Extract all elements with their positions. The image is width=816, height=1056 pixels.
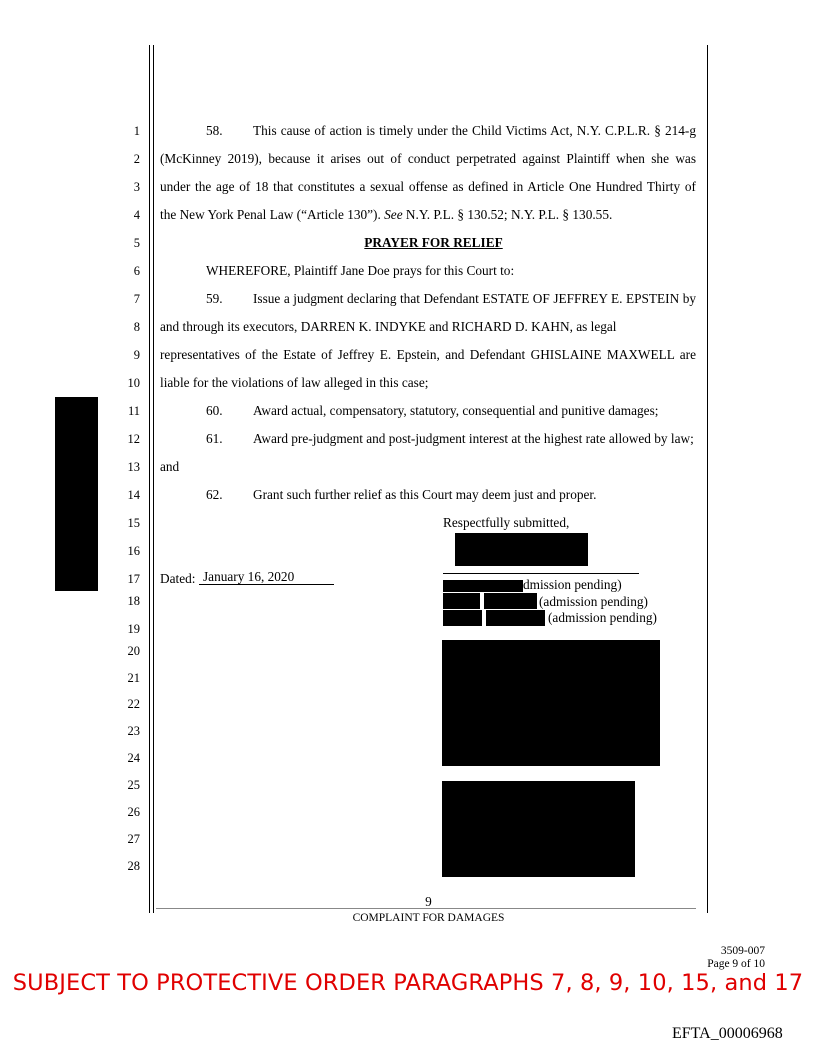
right-margin-rule	[707, 45, 708, 913]
body-line: Issue a judgment declaring that Defendant ESTATE OF JEFFREY E. EPSTEIN by	[253, 291, 696, 306]
body-line: Award pre-judgment and post-judgment interest at the highest rate allowed by law;	[253, 431, 694, 446]
body-line: representatives of the Estate of Jeffrey E. Epstein, and Defendant GHISLAINE MAXWELL are	[160, 347, 696, 362]
line-number: 28	[127, 859, 140, 873]
line-number: 18	[127, 594, 140, 608]
redaction-box	[484, 593, 537, 609]
admission-note: (admission pending)	[548, 610, 657, 625]
body-line: Award actual, compensatory, statutory, consequential and punitive damages;	[253, 403, 659, 418]
line-number: 24	[127, 751, 140, 765]
line-number: 19	[127, 622, 140, 636]
line-number: 3	[133, 180, 140, 194]
date-underline	[199, 584, 334, 585]
footer-page-number: 9	[425, 894, 432, 909]
citation-signal: See	[384, 207, 403, 222]
paragraph-number: 62.	[206, 487, 223, 502]
line-number: 17	[127, 572, 140, 586]
body-line: WHEREFORE, Plaintiff Jane Doe prays for this Court to:	[206, 263, 515, 278]
section-heading: PRAYER FOR RELIEF	[364, 235, 503, 250]
closing-text: Respectfully submitted,	[443, 515, 570, 530]
body-text: the New York Penal Law (“Article 130”).	[160, 207, 385, 222]
dated-label: Dated:	[160, 571, 196, 586]
body-line: (McKinney 2019), because it arises out of conduct perpetrated against Plaintiff when she was	[160, 151, 696, 166]
line-number: 5	[133, 236, 140, 250]
admission-note: (admission pending)	[539, 594, 648, 609]
paragraph-number: 60.	[206, 403, 223, 418]
redaction-box	[455, 533, 588, 566]
body-line: and	[160, 459, 180, 474]
page-of-count: Page 9 of 10	[707, 958, 765, 970]
protective-order-notice: SUBJECT TO PROTECTIVE ORDER PARAGRAPHS 7, 8, 9, 10, 15, and 17	[12, 970, 804, 996]
line-number: 23	[127, 724, 140, 738]
redaction-box	[55, 397, 98, 591]
line-number: 9	[133, 348, 140, 362]
line-number: 10	[127, 376, 140, 390]
paragraph-number: 58.	[206, 123, 223, 138]
document-id: 3509-007	[720, 945, 765, 957]
body-text: N.Y. P.L. § 130.52; N.Y. P.L. § 130.55.	[402, 207, 613, 222]
line-number: 22	[127, 697, 140, 711]
footer-title: COMPLAINT FOR DAMAGES	[352, 912, 505, 924]
body-line: Grant such further relief as this Court may deem just and proper.	[253, 487, 597, 502]
paragraph-number: 61.	[206, 431, 223, 446]
body-line: under the age of 18 that constitutes a sexual offense as defined in Article One Hundred Thirty of	[160, 179, 696, 194]
body-line: and through its executors, DARREN K. INDYKE and RICHARD D. KAHN, as legal	[160, 319, 617, 334]
line-number: 20	[127, 644, 140, 658]
left-margin-rule-inner	[153, 45, 154, 913]
redaction-box	[486, 610, 545, 626]
bates-number: EFTA_00006968	[672, 1025, 783, 1042]
line-number: 7	[133, 292, 140, 306]
body-line	[160, 207, 612, 223]
line-number: 13	[127, 460, 140, 474]
line-number: 4	[133, 208, 140, 222]
left-margin-rule-outer	[149, 45, 150, 913]
dated-value: January 16, 2020	[203, 569, 295, 584]
line-number: 12	[127, 432, 140, 446]
line-number: 26	[127, 805, 140, 819]
signature-line	[443, 573, 639, 574]
line-number: 16	[127, 544, 140, 558]
redaction-box	[443, 593, 480, 609]
line-number: 1	[133, 124, 140, 138]
line-number: 15	[127, 516, 140, 530]
line-number: 27	[127, 832, 140, 846]
line-number: 25	[127, 778, 140, 792]
line-number: 11	[127, 404, 140, 418]
redaction-box	[442, 781, 635, 877]
line-number: 6	[133, 264, 140, 278]
body-line: This cause of action is timely under the Child Victims Act, N.Y. C.P.L.R. § 214-g	[253, 123, 696, 138]
line-number: 8	[133, 320, 140, 334]
redaction-box	[442, 640, 660, 766]
admission-note: dmission pending)	[523, 577, 622, 592]
document-stamp	[640, 945, 765, 971]
line-number: 21	[127, 671, 140, 685]
line-number: 14	[127, 488, 140, 502]
line-number: 2	[133, 152, 140, 166]
body-line: liable for the violations of law alleged in this case;	[160, 375, 429, 390]
redaction-box	[443, 610, 482, 626]
paragraph-number: 59.	[206, 291, 223, 306]
redaction-box	[443, 580, 523, 592]
